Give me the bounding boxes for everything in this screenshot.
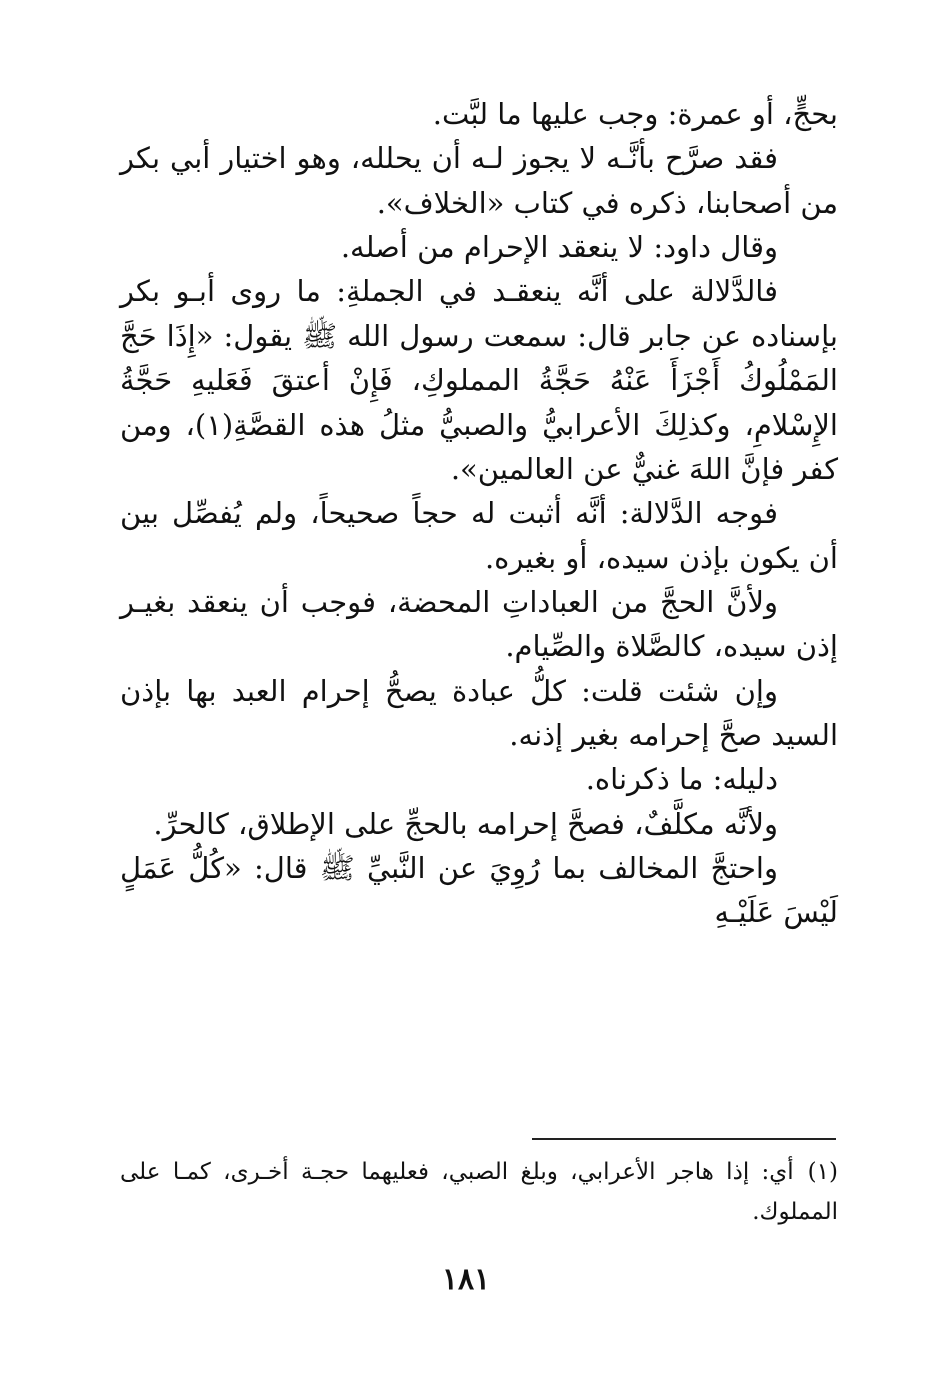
footnote-divider: [532, 1138, 836, 1140]
paragraph-10: واحتجَّ المخالف بما رُوِيَ عن النَّبيِّ ﷺ قال: «كُلُّ عَمَلٍ لَيْسَ عَلَيْـهِ: [120, 851, 838, 930]
page-number: ١٨١: [441, 1262, 491, 1297]
footnote: [120, 1152, 838, 1233]
paragraph-2: فقد صرَّح بأنَّـه لا يجوز لـه أن يحلله، وهو اختيار أبي بكر من أصحابنا، ذكره في كتاب «الخلاف».: [120, 141, 838, 220]
paragraph-3: وقال داود: لا ينعقد الإحرام من أصله.: [340, 230, 778, 265]
paragraph-8: دليله: ما ذكرناه.: [585, 762, 778, 797]
main-text: [120, 92, 838, 935]
footnote-text: أي: إذا هاجر الأعرابي، وبلغ الصبي، فعليهما حجـة أخـرى، كمـا على المملوك.: [120, 1159, 838, 1226]
paragraph-7: وإن شئت قلت: كلُّ عبادة يصحُّ إحرام العبد بها بإذن السيد صحَّ إحرامه بغير إذنه.: [120, 673, 838, 753]
paragraph-9: ولأنَّه مكلَّفٌ، فصحَّ إحرامه بالحجِّ على الإطلاق، كالحرِّ.: [153, 806, 778, 841]
paragraph-1: بحجٍّ، أو عمرة: وجب عليها ما لبَّت.: [432, 97, 838, 131]
paragraph-5: فوجه الدَّلالة: أنَّه أثبت له حجاً صحيحاً، ولم يُفصِّل بين أن يكون بإذن سيده، أو بغيره.: [120, 496, 838, 575]
paragraph-4: فالدَّلالة على أنَّه ينعقـد في الجملةِ: ما روى أبـو بكر بإسناده عن جابر قال: سمعت رسول الله ﷺ يقول: «إِذَا حَجَّ المَمْلُوكُ أَجْزَأَ عَنْهُ حَجَّةُ المملوكِ، فَإِنْ أعتقَ فَعَليهِ حَجَّةُ الإِسْلامِ، وكذلِكَ الأعرابيُّ والصبيُّ مثلُ هذه القصَّةِ(١)، ومن كفر فإنَّ اللهَ غنيٌّ عن العالمين».: [120, 274, 838, 486]
footnote-marker: (١): [807, 1159, 838, 1185]
paragraph-6: ولأنَّ الحجَّ من العباداتِ المحضة، فوجب أن ينعقد بغيـر إذن سيده، كالصَّلاة والصِّيام.: [120, 584, 838, 664]
